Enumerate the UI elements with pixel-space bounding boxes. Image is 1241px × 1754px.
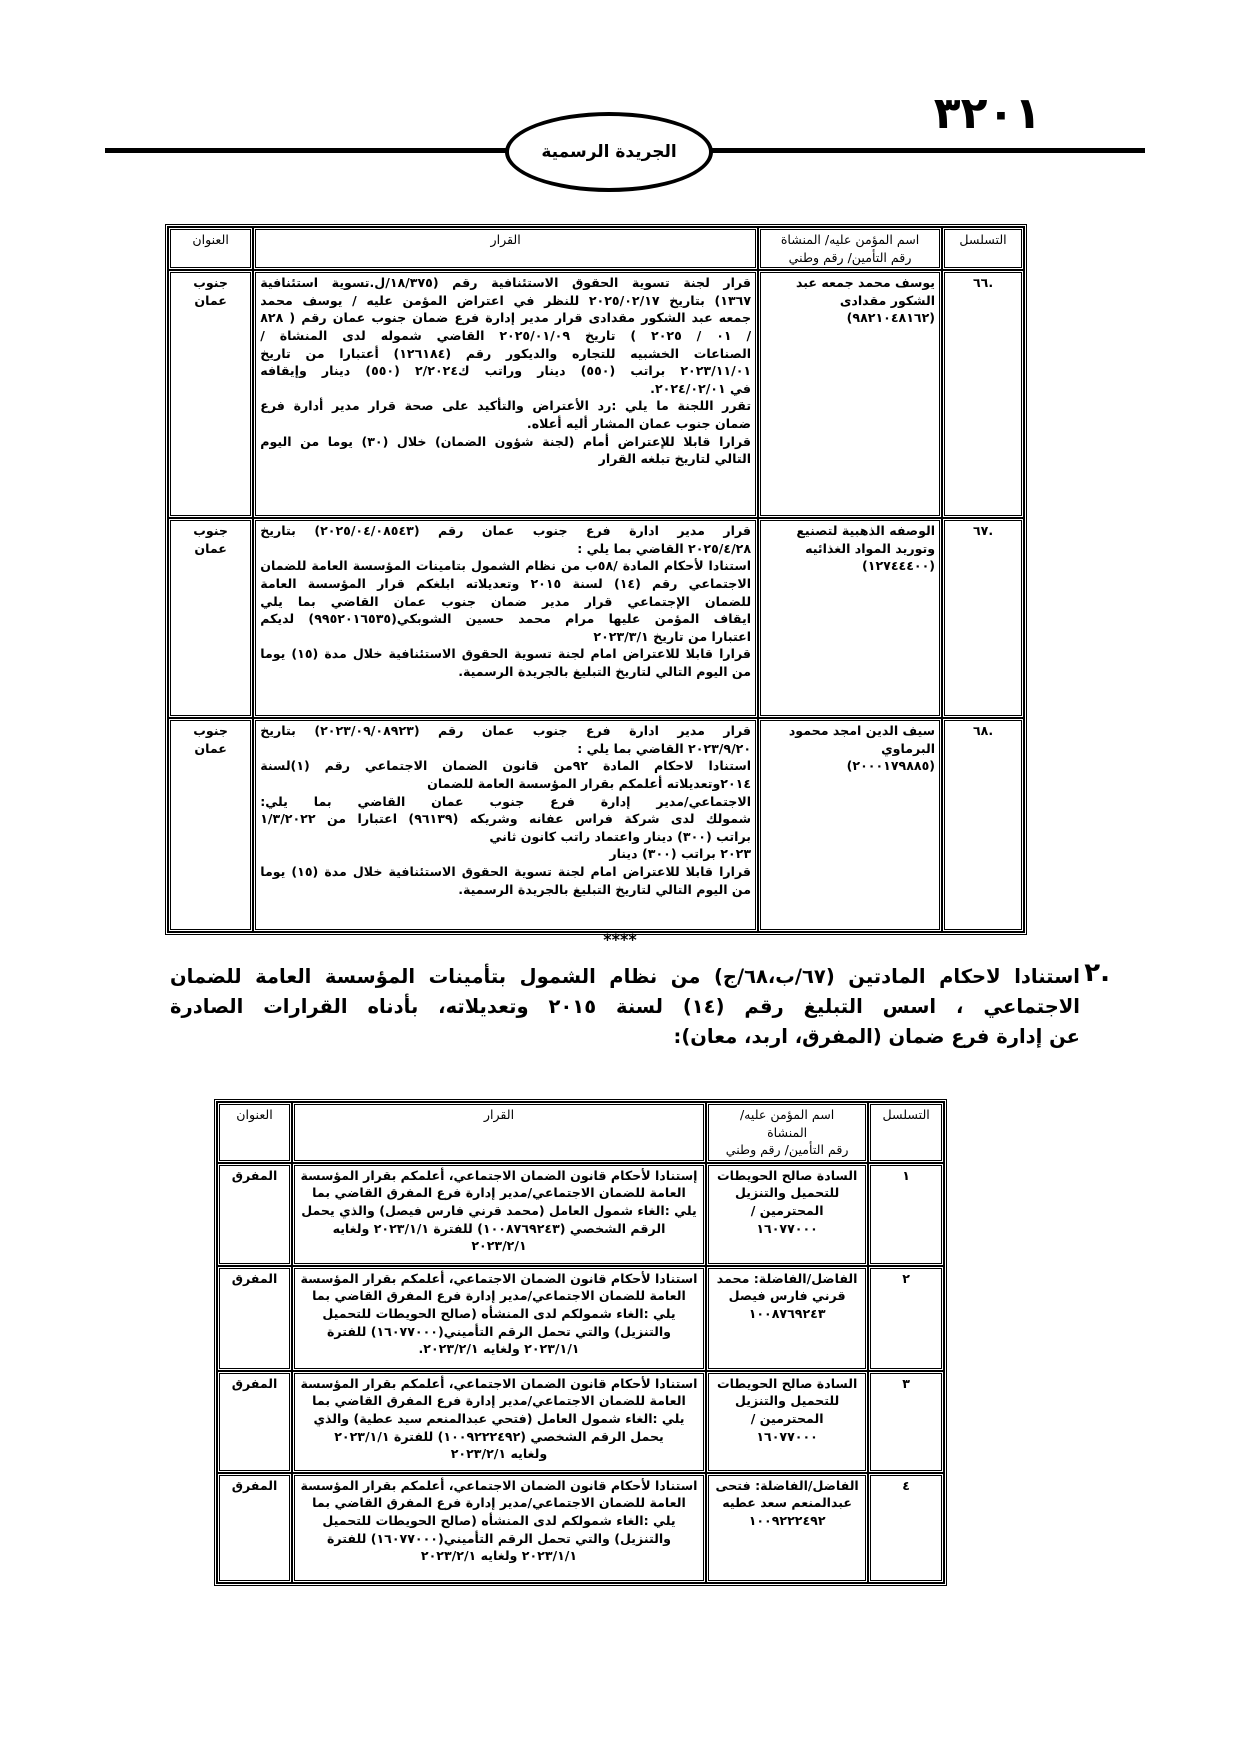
row-address: [168, 518, 253, 718]
text-line: يوسف محمد جمعه عبد: [796, 275, 936, 291]
text-line: يلي :الغاء شمولكم لدى المنشأه (صالح الحويطات للتحميل: [322, 1512, 676, 1528]
header-row: [168, 227, 1024, 270]
text-line: التالي لتاريخ تبلغه القرار: [598, 451, 752, 467]
text-line: المفرق: [231, 1167, 278, 1183]
text-line: جنوب: [193, 523, 228, 539]
table-row: [168, 718, 1024, 932]
text-line: الفاضل/الفاضلة: فتحى: [715, 1477, 859, 1493]
text-line: قرارا قابلا للاعتراض امام لجنة تسوية الحقوق الاستئنافية خلال مدة (١٥) يوما: [260, 646, 752, 662]
text-line: ولغايه ٢٠٢٣/٢/١: [450, 1446, 548, 1462]
text-line: يلي :الغاء شمولكم لدى المنشأه (صالح الحويطات للتحميل: [322, 1305, 676, 1321]
row-decision: [253, 270, 758, 518]
text-line: ٢٠٢٣/١/١ ولغايه ٢٠٢٣/٢/١: [420, 1548, 578, 1564]
column-header-name: [758, 227, 942, 270]
text-line: استنادا لاحكام المادة ٩٢من قانون الضمان الاجتماعي رقم (١)لسنة: [260, 758, 752, 774]
row-address: [217, 1163, 292, 1266]
text-line: ١٦٠٧٧٠٠٠: [756, 1428, 818, 1444]
text-line: رقم التأمين/ رقم وطني: [725, 1142, 849, 1158]
text-line: (٩٨٢١٠٤٨١٦٢): [846, 310, 936, 326]
decisions-table-2: [214, 1099, 947, 1586]
text-line: العامة للضمان الاجتماعي/مدير إدارة فرع المفرق القاضي بما: [312, 1495, 686, 1511]
text-line: الرقم الشخصي (١٠٠٨٧٦٩٢٤٣) للفترة ٢٠٢٣/١/١ ولغايه: [332, 1220, 666, 1236]
text-line: جنوب: [193, 275, 228, 291]
row-insured-name: [706, 1266, 868, 1371]
text-line: الفاضل/الفاضلة: محمد: [716, 1270, 858, 1286]
text-line: (٢٠٠٠١٧٩٨٨٥): [846, 758, 936, 774]
page-number: ٣٢٠١: [933, 88, 1042, 139]
text-line: السادة صالح الحويطات: [716, 1375, 858, 1391]
separator: ****: [603, 930, 637, 949]
row-insured-name: [758, 718, 942, 932]
gazette-title-text: الجريدة الرسمية: [541, 142, 677, 162]
column-header-name: [706, 1102, 868, 1163]
text-line: سيف الدين امجد محمود: [788, 723, 936, 739]
column-header-address: العنوان: [217, 1102, 292, 1163]
text-line: يحمل الرقم الشخصي (١٠٠٩٢٢٢٤٩٢) للفترة ٢٠٢٣/١/١: [334, 1428, 664, 1444]
text-line: العامة للضمان الاجتماعي/مدير إدارة فرع المفرق القاضي بما: [312, 1393, 686, 1409]
text-line: استنادا لأحكام قانون الضمان الاجتماعي، أعلمكم بقرار المؤسسة: [300, 1477, 698, 1493]
row-insured-name: [706, 1371, 868, 1473]
text-line: السادة صالح الحويطات: [716, 1167, 858, 1183]
column-header-address: العنوان: [168, 227, 253, 270]
text-line: قرار لجنة تسوية الحقوق الاستئنافية رقم (١٨/٣٧٥/ل.تسوية استئنافية: [260, 275, 752, 291]
text-line: استنادا لأحكام قانون الضمان الاجتماعي، أعلمكم بقرار المؤسسة: [300, 1375, 698, 1391]
table-row: [217, 1163, 944, 1266]
text-line: ١٠٠٨٧٦٩٢٤٣: [748, 1305, 826, 1321]
text-line: (١٢٧٤٤٤٠٠): [862, 558, 936, 574]
row-serial: .٦٧: [942, 518, 1024, 718]
column-header-seq: التسلسل: [868, 1102, 944, 1163]
text-line: جنوب: [193, 723, 228, 739]
text-line: الاجتماعي رقم (١٤) لسنة ٢٠١٥ وتعديلاته ابلغكم قرار المؤسسة العامة: [260, 575, 752, 591]
column-header-seq: التسلسل: [942, 227, 1024, 270]
text-line: العامة للضمان الاجتماعي/مدير إدارة فرع المفرق القاضي بما: [312, 1288, 686, 1304]
text-line: للضمان الإجتماعي قرار مدير ضمان جنوب عمان القاضي بما يلي: [260, 593, 752, 609]
gazette-title: [505, 112, 713, 192]
text-line: من اليوم التالي لتاريخ التبليغ بالجريدة الرسمية.: [458, 881, 752, 897]
text-line: استنادا لأحكام المادة /٥٨ب من نظام الشمول بتامينات المؤسسة العامة للضمان: [260, 558, 752, 574]
text-line: قرار مدير ادارة فرع جنوب عمان رقم (٢٠٢٥/٠٤/٠٨٥٤٣) بتاريخ: [260, 523, 752, 539]
text-line: / ٠١ / ٢٠٢٥ ) تاريخ ٢٠٢٥/٠١/٠٩ القاضي شموله لدى المنشاة /: [260, 327, 752, 343]
text-line: للتحميل والتنزيل: [734, 1185, 840, 1201]
table-row: [168, 270, 1024, 518]
row-insured-name: [706, 1163, 868, 1266]
row-decision: [292, 1266, 706, 1371]
text-line: ٢٠٢٣/١١/٠١ براتب (٥٥٠) دينار وراتب ك٢/٢٠٢٤ (٥٥٠) دينار وإيقافه: [260, 363, 752, 379]
text-line: المنشاة: [767, 1124, 808, 1140]
row-serial: ١: [868, 1163, 944, 1266]
row-address: [168, 718, 253, 932]
text-line: اسم المؤمن عليه/: [739, 1107, 835, 1122]
text-line: ٢٠٢٣/٢/١: [471, 1238, 527, 1254]
text-line: ١٣٦٧) بتاريخ ٢٠٢٥/٠٢/١٧ للنظر في اعتراض المؤمن عليه / يوسف محمد: [260, 292, 752, 308]
text-line: ٢٠٢٣/٩/٢٠ القاضي بما يلي :: [577, 740, 752, 756]
text-line: المفرق: [231, 1270, 278, 1286]
text-line: ضمان جنوب عمان المشار أليه أعلاه.: [526, 415, 752, 431]
text-line: عبدالمنعم سعد عطيه: [722, 1495, 853, 1511]
text-line: شمولك لدى شركة فراس عفانه وشريكه (٩٦١٣٩) اعتبارا من ١/٣/٢٠٢٢: [260, 811, 752, 827]
text-line: اعتبارا من تاريخ ٢٠٢٣/٣/١: [593, 628, 752, 644]
text-line: ١٠٠٩٢٢٢٤٩٢: [748, 1512, 826, 1528]
table-row: [168, 518, 1024, 718]
row-address: [168, 270, 253, 518]
text-line: في ٢٠٢٤/٠٢/٠١.: [650, 380, 752, 396]
row-address: [217, 1266, 292, 1371]
text-line: الشكور مقدادى: [839, 292, 936, 308]
row-serial: ٤: [868, 1473, 944, 1583]
row-serial: .٦٨: [942, 718, 1024, 932]
text-line: جمعه عبد الشكور مقدادى قرار مدير إدارة فرع ضمان جنوب عمان رقم ( ٨٢٨: [260, 310, 752, 326]
text-line: للتحميل والتنزيل: [734, 1393, 840, 1409]
row-decision: [253, 718, 758, 932]
text-line: ٢٠١٤وتعديلاته أعلمكم بقرار المؤسسة العامة للضمان: [427, 775, 752, 791]
text-line: عمان: [194, 540, 227, 556]
text-line: الوصفه الذهبية لتصنيع: [796, 523, 936, 539]
row-decision: [292, 1371, 706, 1473]
intro-line: عن إدارة فرع ضمان (المفرق، اربد، معان):: [673, 1025, 1080, 1048]
text-line: ١٦٠٧٧٠٠٠: [756, 1220, 818, 1236]
text-line: براتب (٣٠٠) دينار واعتماد راتب كانون ثاني: [489, 828, 752, 844]
text-line: ايقاف المؤمن عليها مرام محمد حسين الشوبكي(٩٩٥٢٠١٦٥٣٥) لديكم: [260, 611, 752, 627]
table-row: [217, 1266, 944, 1371]
table-row: [217, 1371, 944, 1473]
decisions-table-1: [165, 224, 1027, 935]
text-line: والتنزيل) والتي تحمل الرقم التأميني(١٦٠٧٧٠٠٠) للفترة: [327, 1530, 671, 1546]
text-line: ٢٠٢٥/٤/٢٨ القاضي بما يلي :: [577, 540, 752, 556]
row-address: [217, 1371, 292, 1473]
text-line: المفرق: [231, 1477, 278, 1493]
column-header-decision: القرار: [292, 1102, 706, 1163]
text-line: ٢٠٢٣ براتب (٣٠٠) دينار: [609, 846, 752, 862]
text-line: ٢٠٢٣/١/١ ولغايه ٢٠٢٣/٢/١.: [418, 1341, 580, 1357]
text-line: قرني فارس فيصل: [728, 1288, 846, 1304]
text-line: قرار مدير ادارة فرع جنوب عمان رقم (٢٠٢٣/٠٩/٠٨٩٢٣) بتاريخ: [260, 723, 752, 739]
row-serial: ٢: [868, 1266, 944, 1371]
text-line: من اليوم التالي لتاريخ التبليغ بالجريدة الرسمية.: [458, 663, 752, 679]
text-line: وتوريد المواد الغذائيه: [805, 540, 936, 556]
text-line: يلي :الغاء شمول العامل (محمد قرني فارس فيصل) والذي يحمل: [301, 1202, 697, 1218]
text-line: تقرر اللجنة ما يلي :رد الأعتراض والتأكيد على صحة قرار مدير أدارة فرع: [260, 398, 752, 414]
text-line: المفرق: [231, 1375, 278, 1391]
text-line: المحترمين /: [750, 1202, 824, 1218]
intro-line: الاجتماعي ، اسس التبليغ رقم (١٤) لسنة ٢٠١٥ وتعديلاته، بأدناه القرارات الصادرة: [170, 995, 1080, 1018]
text-line: رقم التأمين/ رقم وطني: [788, 249, 912, 265]
table-row: [217, 1473, 944, 1583]
text-line: استنادا لأحكام قانون الضمان الاجتماعي، أعلمكم بقرار المؤسسة: [300, 1270, 698, 1286]
text-line: العامة للضمان الاجتماعي/مدير إدارة فرع المفرق القاضي بما: [312, 1185, 686, 1201]
column-header-decision: القرار: [253, 227, 758, 270]
text-line: والتنزيل) والتي تحمل الرقم التأميني(١٦٠٧٧٠٠٠) للفترة: [327, 1323, 671, 1339]
row-insured-name: [706, 1473, 868, 1583]
section-number: .٢: [1084, 958, 1110, 988]
text-line: اسم المؤمن عليه/ المنشاة: [780, 232, 920, 247]
row-decision: [253, 518, 758, 718]
text-line: المحترمين /: [750, 1410, 824, 1426]
text-line: قرارا قابلا للإعتراض أمام (لجنة شؤون الضمان) خلال (٣٠) يوما من اليوم: [260, 433, 752, 449]
text-line: إستنادا لأحكام قانون الضمان الاجتماعي، أعلمكم بقرار المؤسسة: [300, 1167, 698, 1183]
row-insured-name: [758, 270, 942, 518]
row-decision: [292, 1473, 706, 1583]
row-decision: [292, 1163, 706, 1266]
row-insured-name: [758, 518, 942, 718]
section-2-intro: [170, 958, 1110, 1052]
text-line: عمان: [194, 292, 227, 308]
intro-line: استنادا لاحكام المادتين (٦٧/ب،٦٨/ج) من نظام الشمول بتأمينات المؤسسة العامة للضمان: [170, 965, 1080, 988]
text-line: يلي :الغاء شمول العامل (فتحي عبدالمنعم سيد عطية) والذي: [313, 1410, 685, 1426]
row-serial: ٣: [868, 1371, 944, 1473]
row-serial: .٦٦: [942, 270, 1024, 518]
text-line: البرماوي: [881, 740, 936, 756]
text-line: عمان: [194, 740, 227, 756]
text-line: الاجتماعي/مدير إدارة فرع جنوب عمان القاضي بما يلي:: [260, 793, 752, 809]
text-line: قرارا قابلا للاعتراض امام لجنة تسوية الحقوق الاستئنافية خلال مدة (١٥) يوما: [260, 863, 752, 879]
text-line: الصناعات الخشبيه للتجاره والديكور رقم (١٢٦١٨٤) أعتبارا من تاريخ: [260, 345, 752, 361]
header-row: [217, 1102, 944, 1163]
row-address: [217, 1473, 292, 1583]
